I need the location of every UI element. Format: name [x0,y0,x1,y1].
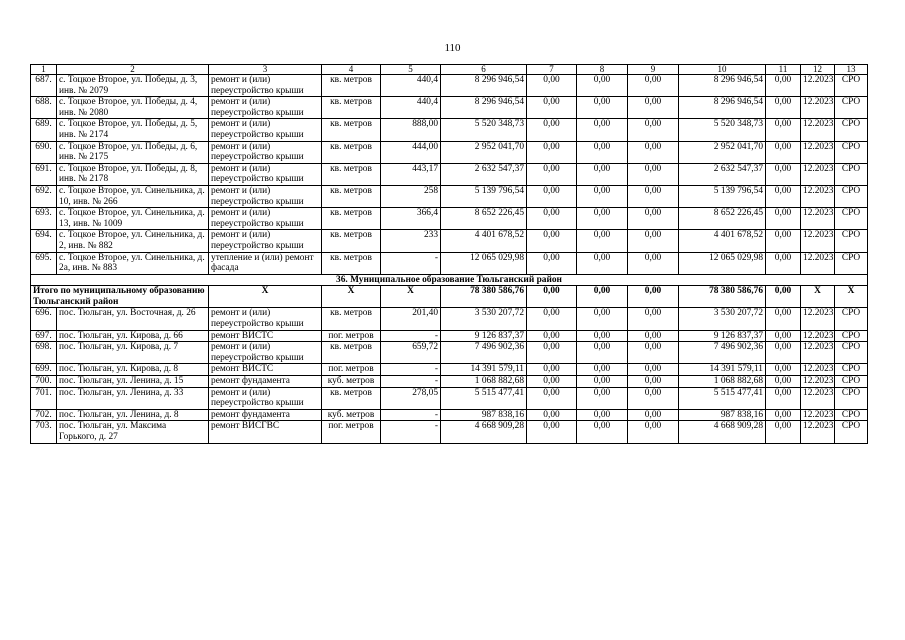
row-number: 691. [31,163,57,185]
work-type: ремонт и (или) переустройство крыши [209,75,322,97]
funding-source: СРО [835,119,868,141]
header-cell: 10 [679,65,766,75]
col-9: 0,00 [628,97,679,119]
unit: кв. метров [322,185,381,207]
work-type: ремонт и (или) переустройство крыши [209,230,322,252]
col-11: 0,00 [766,308,801,330]
col-11: 0,00 [766,376,801,388]
unit: кв. метров [322,308,381,330]
work-type: ремонт ВИСГВС [209,421,322,443]
rows-tyulgan [31,308,868,443]
col-9: 0,00 [628,208,679,230]
table-row [31,119,868,141]
funding-source: СРО [835,330,868,342]
col-11: 0,00 [766,97,801,119]
row-number: 687. [31,75,57,97]
page-number: 110 [444,42,461,54]
col-11: 0,00 [766,141,801,163]
col-11: 0,00 [766,409,801,421]
rows-tockoe [31,75,868,275]
completion-date: 12.2023 [801,185,835,207]
col-8: 0,00 [577,376,628,388]
col-9: 0,00 [628,364,679,376]
completion-date: 12.2023 [801,330,835,342]
col-8: 0,00 [577,185,628,207]
col-10: 5 520 348,73 [679,119,766,141]
funding-source: СРО [835,208,868,230]
total-cost: 3 530 207,72 [441,308,527,330]
total-cost: 4 401 678,52 [441,230,527,252]
unit: кв. метров [322,208,381,230]
col-8: 0,00 [577,364,628,376]
work-type: ремонт и (или) переустройство крыши [209,308,322,330]
total-cost: 12 065 029,98 [441,252,527,274]
col-9: 0,00 [628,409,679,421]
total-c9: 0,00 [628,286,679,308]
col-8: 0,00 [577,387,628,409]
header-cell: 6 [441,65,527,75]
table-row [31,163,868,185]
quantity: 258 [381,185,441,207]
col-10: 3 530 207,72 [679,308,766,330]
quantity: 440,4 [381,75,441,97]
funding-source: СРО [835,141,868,163]
col-8: 0,00 [577,252,628,274]
funding-source: СРО [835,252,868,274]
col-10: 8 296 946,54 [679,97,766,119]
col-9: 0,00 [628,376,679,388]
row-number: 701. [31,387,57,409]
work-type: ремонт и (или) переустройство крыши [209,208,322,230]
total-c13: Х [835,286,868,308]
unit: куб. метров [322,409,381,421]
col-9: 0,00 [628,119,679,141]
funding-source: СРО [835,421,868,443]
col-10: 7 496 902,36 [679,342,766,364]
completion-date: 12.2023 [801,75,835,97]
work-type: ремонт ВИСТС [209,364,322,376]
col-7: 0,00 [527,119,577,141]
total-c4: Х [322,286,381,308]
col-10: 987 838,16 [679,409,766,421]
unit: кв. метров [322,163,381,185]
work-type: ремонт и (или) переустройство крыши [209,163,322,185]
row-number: 689. [31,119,57,141]
address: пос. Тюльган, ул. Восточная, д. 26 [57,308,209,330]
col-9: 0,00 [628,252,679,274]
funding-source: СРО [835,387,868,409]
funding-source: СРО [835,97,868,119]
table-row [31,252,868,274]
work-type: ремонт фундамента [209,376,322,388]
section-title: 36. Муниципальное образование Тюльганский район [31,274,868,286]
total-cost: 14 391 579,11 [441,364,527,376]
table-row [31,342,868,364]
total-cost: 2 952 041,70 [441,141,527,163]
col-9: 0,00 [628,421,679,443]
unit: кв. метров [322,141,381,163]
table-row [31,387,868,409]
header-cell: 1 [31,65,57,75]
col-7: 0,00 [527,421,577,443]
total-cost: 9 126 837,37 [441,330,527,342]
col-9: 0,00 [628,230,679,252]
row-number: 692. [31,185,57,207]
col-7: 0,00 [527,75,577,97]
col-7: 0,00 [527,308,577,330]
completion-date: 12.2023 [801,409,835,421]
total-sum: 78 380 586,76 [441,286,527,308]
col-8: 0,00 [577,409,628,421]
table-row [31,185,868,207]
col-11: 0,00 [766,185,801,207]
section-block [31,274,868,308]
total-cost: 7 496 902,36 [441,342,527,364]
completion-date: 12.2023 [801,230,835,252]
completion-date: 12.2023 [801,163,835,185]
quantity: - [381,409,441,421]
col-7: 0,00 [527,185,577,207]
col-7: 0,00 [527,376,577,388]
unit: кв. метров [322,342,381,364]
row-number: 700. [31,376,57,388]
completion-date: 12.2023 [801,421,835,443]
quantity: 278,05 [381,387,441,409]
completion-date: 12.2023 [801,376,835,388]
quantity: 366,4 [381,208,441,230]
address: с. Тоцкое Второе, ул. Победы, д. 4, инв. № 2080 [57,97,209,119]
col-7: 0,00 [527,409,577,421]
table-row [31,376,868,388]
col-10: 1 068 882,68 [679,376,766,388]
address: пос. Тюльган, ул. Кирова, д. 8 [57,364,209,376]
completion-date: 12.2023 [801,97,835,119]
col-9: 0,00 [628,75,679,97]
address: пос. Тюльган, ул. Ленина, д. 8 [57,409,209,421]
completion-date: 12.2023 [801,252,835,274]
total-cost: 5 515 477,41 [441,387,527,409]
address: с. Тоцкое Второе, ул. Победы, д. 3, инв. № 2079 [57,75,209,97]
funding-source: СРО [835,163,868,185]
table-row [31,141,868,163]
header-cell: 5 [381,65,441,75]
col-8: 0,00 [577,230,628,252]
unit: куб. метров [322,376,381,388]
col-8: 0,00 [577,119,628,141]
section-title-row [31,274,868,286]
register-table [30,64,868,444]
col-7: 0,00 [527,387,577,409]
funding-source: СРО [835,364,868,376]
total-cost: 2 632 547,37 [441,163,527,185]
col-7: 0,00 [527,97,577,119]
col-10: 14 391 579,11 [679,364,766,376]
funding-source: СРО [835,308,868,330]
unit: кв. метров [322,387,381,409]
col-10: 2 632 547,37 [679,163,766,185]
col-10: 5 515 477,41 [679,387,766,409]
total-cost: 8 652 226,45 [441,208,527,230]
col-10: 8 296 946,54 [679,75,766,97]
total-row [31,286,868,308]
quantity: - [381,376,441,388]
row-number: 695. [31,252,57,274]
col-7: 0,00 [527,342,577,364]
address: пос. Тюльган, ул. Кирова, д. 66 [57,330,209,342]
unit: пог. метров [322,364,381,376]
quantity: - [381,421,441,443]
address: с. Тоцкое Второе, ул. Синельника, д. 2, инв. № 882 [57,230,209,252]
col-7: 0,00 [527,208,577,230]
table-row [31,75,868,97]
unit: кв. метров [322,230,381,252]
table-row [31,409,868,421]
col-9: 0,00 [628,387,679,409]
funding-source: СРО [835,376,868,388]
total-cost: 5 520 348,73 [441,119,527,141]
work-type: ремонт и (или) переустройство крыши [209,387,322,409]
total-cost: 8 296 946,54 [441,97,527,119]
header-row [31,65,868,75]
header-cell: 13 [835,65,868,75]
header-cell: 2 [57,65,209,75]
funding-source: СРО [835,342,868,364]
work-type: ремонт и (или) переустройство крыши [209,185,322,207]
total-cost: 4 668 909,28 [441,421,527,443]
quantity: - [381,364,441,376]
address: с. Тоцкое Второе, ул. Синельника, д. 2а, инв. № 883 [57,252,209,274]
col-11: 0,00 [766,230,801,252]
total-c12: Х [801,286,835,308]
col-8: 0,00 [577,421,628,443]
col-7: 0,00 [527,141,577,163]
header-cell: 3 [209,65,322,75]
col-8: 0,00 [577,330,628,342]
row-number: 694. [31,230,57,252]
total-c11: 0,00 [766,286,801,308]
col-10: 4 401 678,52 [679,230,766,252]
total-cost: 8 296 946,54 [441,75,527,97]
header-cell: 7 [527,65,577,75]
unit: кв. метров [322,252,381,274]
col-7: 0,00 [527,364,577,376]
header-cell: 9 [628,65,679,75]
row-number: 696. [31,308,57,330]
total-c10: 78 380 586,76 [679,286,766,308]
col-7: 0,00 [527,163,577,185]
unit: кв. метров [322,75,381,97]
address: с. Тоцкое Второе, ул. Победы, д. 6, инв. № 2175 [57,141,209,163]
col-9: 0,00 [628,185,679,207]
col-11: 0,00 [766,330,801,342]
col-11: 0,00 [766,252,801,274]
header-cell: 12 [801,65,835,75]
address: с. Тоцкое Второе, ул. Синельника, д. 10, инв. № 266 [57,185,209,207]
address: пос. Тюльган, ул. Кирова, д. 7 [57,342,209,364]
total-c3: Х [209,286,322,308]
address: с. Тоцкое Второе, ул. Победы, д. 5, инв. № 2174 [57,119,209,141]
unit: пог. метров [322,421,381,443]
col-10: 2 952 041,70 [679,141,766,163]
quantity: 201,40 [381,308,441,330]
col-11: 0,00 [766,208,801,230]
col-11: 0,00 [766,364,801,376]
address: с. Тоцкое Второе, ул. Синельника, д. 13, инв. № 1009 [57,208,209,230]
col-9: 0,00 [628,163,679,185]
table-row [31,97,868,119]
total-cost: 1 068 882,68 [441,376,527,388]
col-10: 5 139 796,54 [679,185,766,207]
row-number: 690. [31,141,57,163]
completion-date: 12.2023 [801,308,835,330]
col-10: 8 652 226,45 [679,208,766,230]
col-9: 0,00 [628,308,679,330]
col-11: 0,00 [766,387,801,409]
work-type: ремонт и (или) переустройство крыши [209,119,322,141]
col-9: 0,00 [628,141,679,163]
work-type: утепление и (или) ремонт фасада [209,252,322,274]
funding-source: СРО [835,409,868,421]
col-10: 12 065 029,98 [679,252,766,274]
col-7: 0,00 [527,330,577,342]
quantity: 233 [381,230,441,252]
total-label: Итого по муниципальному образованию Тюльганский район [31,286,209,308]
table-row [31,421,868,443]
col-11: 0,00 [766,119,801,141]
completion-date: 12.2023 [801,387,835,409]
quantity: - [381,330,441,342]
unit: кв. метров [322,119,381,141]
quantity: 443,17 [381,163,441,185]
work-type: ремонт и (или) переустройство крыши [209,97,322,119]
col-11: 0,00 [766,421,801,443]
col-10: 4 668 909,28 [679,421,766,443]
header-cell: 4 [322,65,381,75]
row-number: 703. [31,421,57,443]
completion-date: 12.2023 [801,208,835,230]
col-8: 0,00 [577,308,628,330]
col-10: 9 126 837,37 [679,330,766,342]
completion-date: 12.2023 [801,364,835,376]
row-number: 699. [31,364,57,376]
funding-source: СРО [835,230,868,252]
table-row [31,364,868,376]
total-c5: Х [381,286,441,308]
col-8: 0,00 [577,97,628,119]
quantity: 659,72 [381,342,441,364]
unit: пог. метров [322,330,381,342]
row-number: 702. [31,409,57,421]
col-8: 0,00 [577,75,628,97]
col-11: 0,00 [766,163,801,185]
unit: кв. метров [322,97,381,119]
col-7: 0,00 [527,230,577,252]
col-8: 0,00 [577,163,628,185]
work-type: ремонт и (или) переустройство крыши [209,342,322,364]
header-cell: 8 [577,65,628,75]
row-number: 693. [31,208,57,230]
total-c8: 0,00 [577,286,628,308]
col-11: 0,00 [766,75,801,97]
col-7: 0,00 [527,252,577,274]
col-9: 0,00 [628,342,679,364]
address: пос. Тюльган, ул. Ленина, д. 15 [57,376,209,388]
quantity: - [381,252,441,274]
total-c7: 0,00 [527,286,577,308]
work-type: ремонт фундамента [209,409,322,421]
address: пос. Тюльган, ул. Максима Горького, д. 27 [57,421,209,443]
quantity: 440,4 [381,97,441,119]
header-cell: 11 [766,65,801,75]
total-cost: 5 139 796,54 [441,185,527,207]
col-9: 0,00 [628,330,679,342]
row-number: 698. [31,342,57,364]
work-type: ремонт ВИСТС [209,330,322,342]
address: пос. Тюльган, ул. Ленина, д. 33 [57,387,209,409]
col-8: 0,00 [577,208,628,230]
work-type: ремонт и (или) переустройство крыши [209,141,322,163]
col-11: 0,00 [766,342,801,364]
funding-source: СРО [835,75,868,97]
funding-source: СРО [835,185,868,207]
quantity: 888,00 [381,119,441,141]
address: с. Тоцкое Второе, ул. Победы, д. 8, инв. № 2178 [57,163,209,185]
row-number: 688. [31,97,57,119]
table-row [31,308,868,330]
row-number: 697. [31,330,57,342]
quantity: 444,00 [381,141,441,163]
table-row [31,208,868,230]
col-8: 0,00 [577,342,628,364]
table-row [31,230,868,252]
table-row [31,330,868,342]
total-cost: 987 838,16 [441,409,527,421]
completion-date: 12.2023 [801,141,835,163]
completion-date: 12.2023 [801,119,835,141]
col-8: 0,00 [577,141,628,163]
completion-date: 12.2023 [801,342,835,364]
